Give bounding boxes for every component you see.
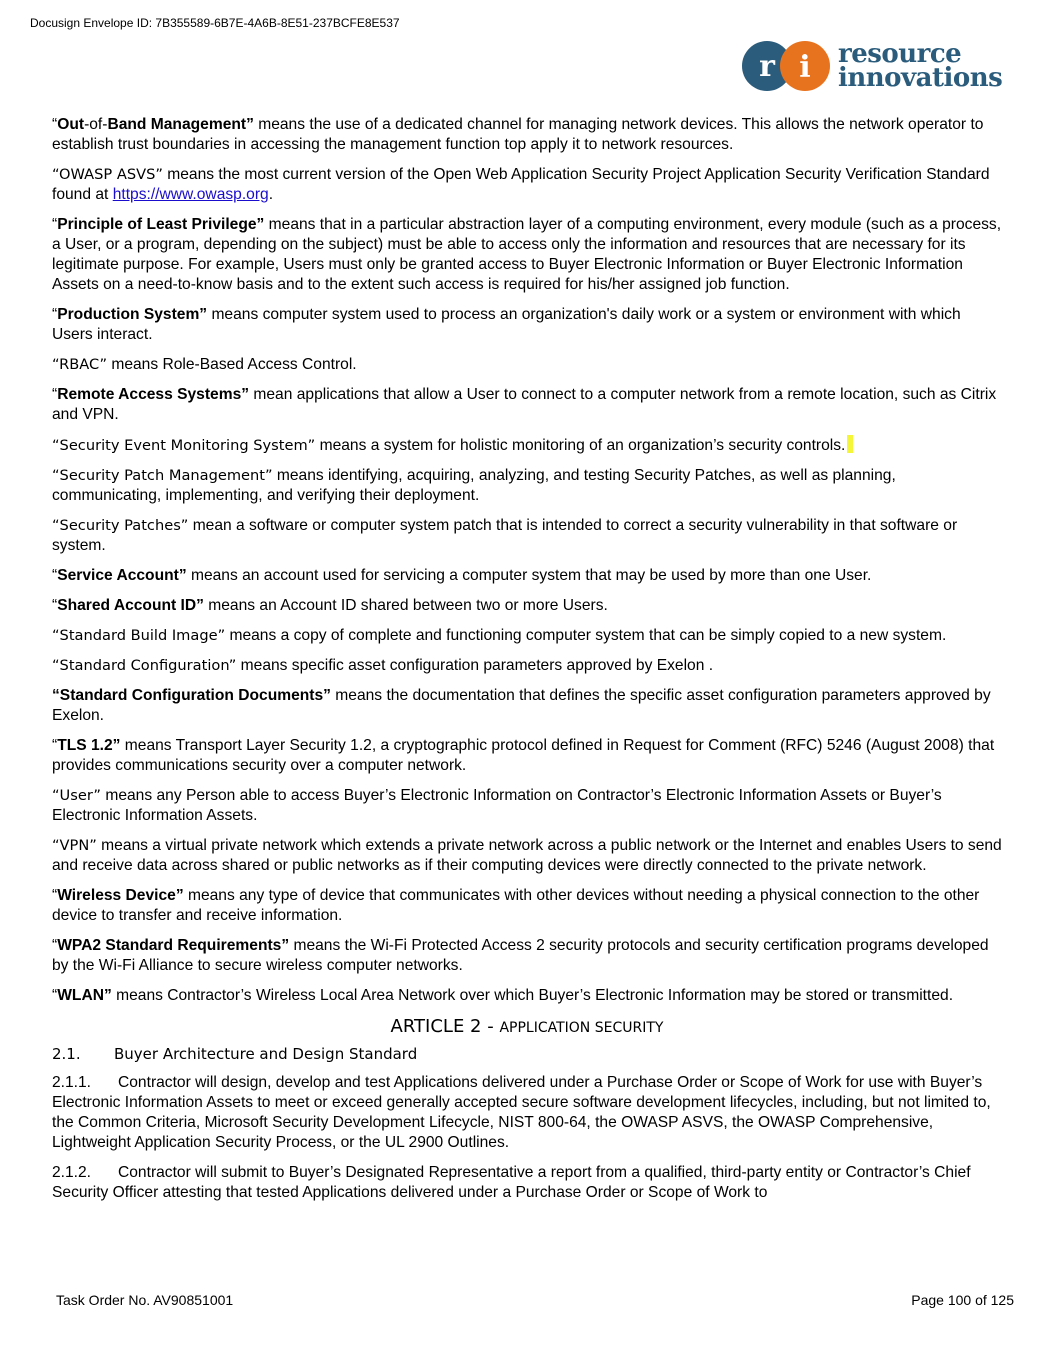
term: Shared Account ID”: [57, 597, 204, 614]
paragraph-2-1-1: [52, 1073, 1002, 1153]
definition-text: means the use of a dedicated channel for managing network devices. This allows the network operator to establish trust boundaries in accessing the management function top apply it to network resources.: [52, 116, 984, 153]
article-heading: [52, 1016, 1002, 1037]
paragraph-text: Contractor will submit to Buyer’s Designated Representative a report from a qualified, third-party entity or Contractor’s Chief Security Officer attesting that tested Applications delivered under a Purchase Order or Scope of Work to: [52, 1164, 971, 1201]
definition-wireless-device: [52, 886, 1002, 926]
logo-line1: resource: [838, 39, 962, 69]
term: “Security Event Monitoring System”: [52, 437, 316, 454]
definition-text: means an Account ID shared between two or more Users.: [203, 597, 608, 614]
footer-page-number: Page 100 of 125: [911, 1292, 1014, 1308]
definition-text: means a system for holistic monitoring of an organization’s security controls.: [315, 437, 846, 454]
quote: “: [52, 887, 58, 904]
term: “Security Patch Management”: [52, 467, 273, 484]
quote: “: [52, 116, 58, 133]
definition-text: means Role-Based Access Control.: [107, 356, 357, 373]
term: “Standard Configuration”: [52, 657, 237, 674]
definition-security-event-monitoring: [52, 435, 1002, 456]
term: “VPN”: [52, 837, 97, 854]
section-title: Buyer Architecture and Design Standard: [114, 1045, 418, 1063]
definition-wlan: [52, 986, 1002, 1006]
quote: “: [52, 987, 58, 1004]
logo-mark-icon: [740, 40, 832, 92]
definition-tls: [52, 736, 1002, 776]
term-joiner: -of-: [84, 116, 108, 133]
definition-text: means the Wi-Fi Protected Access 2 security protocols and security certification programs developed by the Wi-Fi Alliance to secure wireless computer networks.: [52, 937, 989, 974]
logo-wordmark: [838, 39, 1003, 93]
term: “User”: [52, 787, 101, 804]
highlight-mark: [847, 435, 853, 453]
footer-task-order: Task Order No. AV90851001: [56, 1292, 234, 1308]
quote: “: [52, 937, 58, 954]
definition-text: means identifying, acquiring, analyzing, and testing Security Patches, as well as planning, communicating, implementing, and verifying their deployment.: [52, 467, 896, 504]
term: Remote Access Systems”: [57, 386, 250, 403]
definition-user: [52, 786, 1002, 826]
definition-rbac: [52, 355, 1002, 375]
definition-owasp-asvs: [52, 165, 1002, 205]
definition-text: mean applications that allow a User to connect to a computer network from a remote location, such as Citrix and VPN.: [52, 386, 997, 423]
company-logo: [740, 40, 1002, 92]
definition-standard-configuration-documents: [52, 686, 1002, 726]
section-heading: [52, 1045, 1002, 1063]
article-title: APPLICATION SECURITY: [499, 1020, 664, 1036]
term: “Standard Build Image”: [52, 627, 226, 644]
definition-standard-build-image: [52, 626, 1002, 646]
definition-text: mean a software or computer system patch that is intended to correct a security vulnerability in that software or system.: [52, 517, 958, 554]
definition-standard-configuration: [52, 656, 1002, 676]
definition-shared-account-id: [52, 596, 1002, 616]
logo-letter-i: i: [799, 50, 811, 85]
term: WLAN”: [57, 987, 112, 1004]
definition-wpa2: [52, 936, 1002, 976]
term: Wireless Device”: [57, 887, 184, 904]
definition-text: means any Person able to access Buyer’s Electronic Information on Contractor’s Electronic Information Assets or Buyer’s Electronic Information Assets.: [52, 787, 942, 824]
quote: “: [52, 216, 58, 233]
section-number: 2.1.: [52, 1045, 81, 1063]
definition-security-patch-management: [52, 466, 1002, 506]
definition-text: means that in a particular abstraction layer of a computing environment, every module (such as a process, a User, or a program, depending on the subject) must be able to access only the information and resources that are necessary for its legitimate purpose. For example, Users must only be granted access to Buyer Electronic Information or Buyer Electronic Information Assets on a need-to-know basis and to the extent such access is required for his/her assigned job function.: [52, 216, 1002, 293]
term: “RBAC”: [52, 356, 108, 373]
definition-text: means an account used for servicing a computer system that may be used by more than one User.: [186, 567, 872, 584]
definition-text: means any type of device that communicates with other devices without needing a physical connection to the other device to transfer and receive information.: [52, 887, 980, 924]
definition-text: means the documentation that defines the specific asset configuration parameters approved by Exelon.: [52, 687, 991, 724]
term: Out: [57, 116, 85, 133]
definition-remote-access: [52, 385, 1002, 425]
term: Principle of Least Privilege”: [57, 216, 265, 233]
quote: “: [52, 597, 58, 614]
envelope-id: Docusign Envelope ID: 7B355589-6B7E-4A6B-8E51-237BCFE8E537: [30, 16, 400, 30]
definition-text: means computer system used to process an organization's daily work or a system or environment with which Users interact.: [52, 306, 961, 343]
paragraph-text: Contractor will design, develop and test Applications delivered under a Purchase Order or Scope of Work for use with Buyer’s Electronic Information Assets to meet or exceed generally accepted secure software development lifecycles, including, but not limited to, the Common Criteria, Microsoft Security Development Lifecycle, NIST 800-64, the OWASP ASVS, the OWASP Comprehensive, Lightweight Application Security Process, or the UL 2900 Outlines.: [52, 1074, 991, 1151]
period: .: [268, 186, 274, 203]
paragraph-number: 2.1.1.: [52, 1074, 92, 1091]
term: “OWASP ASVS”: [52, 166, 163, 183]
term: Production System”: [57, 306, 208, 323]
definition-text: means a copy of complete and functioning computer system that can be simply copied to a new system.: [225, 627, 947, 644]
definition-text: means Transport Layer Security 1.2, a cryptographic protocol defined in Request for Comment (RFC) 5246 (August 2008) that provides communications security over a computer network.: [52, 737, 995, 774]
paragraph-number: 2.1.2.: [52, 1164, 92, 1181]
definition-text: means the most current version of the Open Web Application Security Project Application Security Verification Standard found at: [52, 166, 990, 203]
article-label: ARTICLE 2 -: [390, 1016, 500, 1037]
term: “Security Patches”: [52, 517, 189, 534]
definition-text: means Contractor’s Wireless Local Area Network over which Buyer’s Electronic Information may be stored or transmitted.: [111, 987, 954, 1004]
definition-security-patches: [52, 516, 1002, 556]
definition-service-account: [52, 566, 1002, 586]
definition-production-system: [52, 305, 1002, 345]
quote: “: [52, 737, 58, 754]
quote: “: [52, 567, 58, 584]
quote: “: [52, 306, 58, 323]
term: Service Account”: [57, 567, 187, 584]
document-body: [52, 115, 1002, 1213]
logo-line2: innovations: [838, 63, 1003, 93]
definition-least-privilege: [52, 215, 1002, 295]
paragraph-2-1-2: [52, 1163, 1002, 1203]
term-part2: Band Management”: [107, 116, 254, 133]
definition-vpn: [52, 836, 1002, 876]
owasp-link[interactable]: https://www.owasp.org: [112, 186, 269, 203]
term: “Standard Configuration Documents”: [52, 687, 331, 704]
definition-out-of-band: [52, 115, 1002, 155]
term: WPA2 Standard Requirements”: [57, 937, 290, 954]
quote: “: [52, 386, 58, 403]
logo-letter-r: r: [759, 49, 775, 84]
definition-text: means specific asset configuration parameters approved by Exelon .: [236, 657, 714, 674]
definition-text: means a virtual private network which extends a private network across a public network or the Internet and enables Users to send and receive data across shared or public networks as if their computing devices were directly connected to the private network.: [52, 837, 1002, 874]
term: TLS 1.2”: [57, 737, 121, 754]
